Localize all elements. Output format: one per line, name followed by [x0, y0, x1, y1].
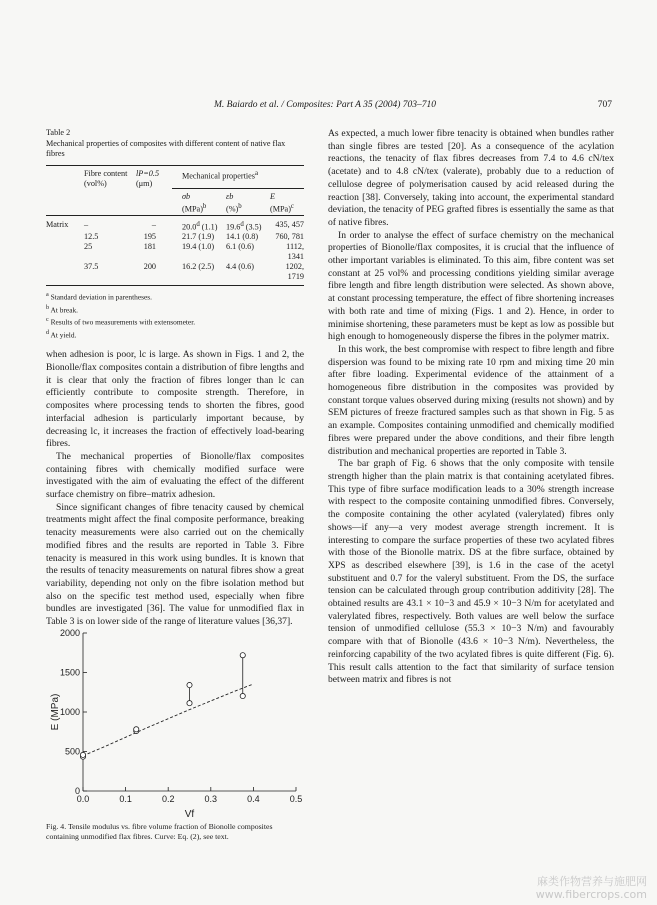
- cell-sigma-sd: (2.5): [198, 262, 215, 272]
- footnote: [46, 290, 304, 302]
- cell-E: 760, 781: [275, 232, 304, 242]
- data-point: [80, 752, 85, 757]
- cell-eps: 6.1: [226, 242, 237, 252]
- header-fibre-unit: (vol%): [84, 178, 107, 188]
- page-number: 707: [597, 100, 612, 110]
- watermark-line-2: www.fibercrops.com: [535, 888, 647, 901]
- paragraph: when adhesion is poor, lc is large. As shown in Figs. 1 and 2, the Bionolle/flax composites contain a distribution of fibre lengths and it is clear that only the fraction of fibres longer than lc can efficiently contribute to composite strength. Therefore, in composites where processing tends to shorten the fibres, good interfacial adhesion is particularly important because, by decreasing lc, it increases the fraction of effectively load-bearing fibres.: [46, 349, 304, 450]
- cell-eps-sup: d: [240, 220, 244, 228]
- x-tick-label: 0.5: [289, 794, 303, 804]
- running-title: M. Baiardo et al. / Composites: Part A 35 (2004) 703–710: [214, 100, 437, 110]
- table-row: [46, 220, 304, 233]
- row-name: [46, 232, 82, 242]
- table-row: [46, 232, 304, 242]
- cell-eps-sd: (3.5): [245, 222, 262, 232]
- figure-4-chart: [46, 625, 304, 825]
- chart-svg: [46, 625, 304, 825]
- cell-length: 181: [143, 242, 156, 252]
- cell-eps-sd: (0.8): [242, 232, 259, 242]
- row-name: [46, 242, 82, 262]
- footnote-mark: b: [46, 304, 50, 311]
- row-name: [46, 262, 82, 286]
- y-tick-label: 0: [74, 786, 80, 796]
- table-label: Table 2: [46, 128, 71, 137]
- header-eps-sup: b: [238, 203, 242, 210]
- header-fibre-content: Fibre content: [84, 168, 128, 178]
- table-row: [46, 242, 304, 262]
- cell-length: 200: [136, 262, 172, 286]
- paragraph: In this work, the best compromise with respect to fibre length and fibre dispersion was found to be mixing rate 10 rpm and mixing time 20 min after fibre loading. Experimental evidence of the attainment of a homogeneous fibre distribution in the composites was provided by constant torque values observed during mixing (results not shown) and by SEM pictures of freeze fractured samples such as that shown in Fig. 5 as an example. Composites containing unmodified and chemically modified fibres were prepared under the above conditions, and their fibre length distribution and mechanical properties are reported in Table 3.: [328, 343, 614, 457]
- table-footnotes: [46, 290, 304, 340]
- table-row: [46, 262, 304, 286]
- data-point: [240, 653, 245, 658]
- paragraph: In order to analyse the effect of surface chemistry on the mechanical properties of Bionolle/flax composites, it is crucial that the influence of other important variables is eliminated. To this aim, fibre content was set constant at 25 vol% and processing conditions yielding similar average fibre length and fibre length distribution were selected. As shown above, at constant processing temperature, the effect of fibre shortening increases with both rate and time of mixing (Figs. 1 and 2). Hence, in order to minimise shortening, these parameters must be kept as low as possible but high enough to homogeneously disperse the fibres in the polymer matrix.: [328, 229, 614, 343]
- footnote: [46, 328, 304, 340]
- footnote-mark: d: [46, 329, 50, 336]
- paragraph: The bar graph of Fig. 6 shows that the only composite with tensile strength higher than the plain matrix is that containing acetylated fibres. This type of fibre surface modification leads to a 30% strength increase with respect to the composite containing unmodified fibres. Conversely, the composite containing the other acylated (valerylated) fibres only shows—if any—a very modest average strength increment. It is interesting to compare the surface properties of these two acylated fibres with those of the Bionolle matrix. DS at the fibre surface, obtained by XPS as described elsewhere [39], is 1.6 in the case of the acetyl substituent and 0.7 for the valeryl substituent. From the DS, the surface tension can be calculated through group contribution additivity [28]. The obtained results are 43.1 × 10−3 and 45.9 × 10−3 N/m for acetylated and valerylated fibres, respectively. Both values are well below the surface tension of unmodified cellulose (55.3 × 10−3 N/m) and favourably compare with that of Bionolle (43.6 × 10−3 N/m). Nevertheless, the reinforcing capability of the two acylated fibres is quite different (Fig. 6). This result calls attention to the fact that similarity of surface tension between matrix and fibres is not: [328, 458, 614, 686]
- header-length-unit: (μm): [136, 178, 153, 188]
- paragraph: The mechanical properties of Bionolle/flax composites containing fibres with chemically modified surface were investigated with the aim of evaluating the effect of the different surface chemistry on fibre–matrix adhesion.: [46, 450, 304, 501]
- cell-sigma-sd: (1.1): [201, 222, 218, 232]
- x-tick-label: 0.2: [161, 794, 175, 804]
- header-eps: εb: [226, 192, 234, 201]
- y-tick-label: 1000: [59, 707, 80, 717]
- row-name: Matrix: [46, 219, 69, 229]
- footnote: [46, 303, 304, 315]
- cell-sigma-sd: (1.9): [198, 232, 215, 242]
- header-E-sup: c: [290, 203, 294, 210]
- cell-length: 195: [143, 232, 156, 242]
- cell-eps: 4.4: [226, 262, 237, 272]
- cell-eps-sd: (0.6): [238, 262, 254, 272]
- cell-sigma: 19.4: [182, 242, 197, 252]
- header-mechanical-sup: a: [254, 169, 259, 177]
- left-column: [46, 128, 304, 629]
- data-point: [187, 682, 192, 687]
- footnote-mark: a: [46, 292, 49, 299]
- footnote-mark: c: [46, 317, 49, 324]
- header-E-unit: (MPa): [270, 204, 291, 214]
- right-column: [328, 128, 614, 687]
- header-E: E: [270, 192, 276, 201]
- mechanical-properties-table: [46, 165, 304, 287]
- footnote-text: At yield.: [50, 330, 77, 340]
- figure-4-caption: Fig. 4. Tensile modulus vs. fibre volume fraction of Bionolle composites containing unmodified flax fibres. Curve: Eq. (2), see text.: [46, 822, 273, 841]
- y-axis-label: E (MPa): [50, 693, 61, 731]
- left-body-text: [46, 349, 304, 628]
- x-axis-label: Vf: [184, 809, 195, 820]
- header-sigma-sup: b: [202, 203, 207, 210]
- y-tick-label: 2000: [59, 628, 80, 638]
- data-point: [134, 727, 139, 732]
- paragraph: Since significant changes of fibre tenacity caused by chemical treatments might affect the final composite performance, breaking tenacity measurements were also carried out on the chemically modified fibres and the results are reported in Table 3. Fibre tenacity is measured in this work using bundles. It is known that the results of tenacity measurements on natural fibres show a great variability, depending not only on the fibre isolation method but also on the specific test method used, especially when fibre bundles are investigated [36]. The value for unmodified flax in Table 3 is on lower side of the range of literature values [36,37].: [46, 501, 304, 628]
- footnote: [46, 315, 304, 327]
- cell-fibre: –: [84, 219, 89, 229]
- model-curve: [83, 684, 253, 756]
- cell-sigma-sup: d: [196, 220, 200, 228]
- cell-fibre: 37.5: [82, 262, 136, 286]
- header-mechanical: Mechanical properties: [182, 171, 255, 181]
- cell-E: 1202, 1719: [270, 262, 304, 286]
- paragraph: As expected, a much lower fibre tenacity is obtained when bundles rather than single fibres are tested [20]. As a consequence of the acylation reactions, the tenacity of flax fibres decreases from 7.4 to 4.6 cN/tex (acetate) and to 4.8 cN/tex (valerate), probably due to a reduction of cellulose degree of polymerisation caused by acid released during the reaction [38]. Conversely, taking into account, the experimental standard deviation, the tenacity of PEG grafted fibres is essentially the same as that of native fibres.: [328, 128, 614, 228]
- y-tick-label: 500: [64, 746, 80, 757]
- cell-eps: 19.6: [226, 222, 241, 232]
- page-header: [46, 100, 612, 114]
- table-header-row: [46, 165, 304, 189]
- data-point: [187, 701, 192, 706]
- cell-sigma: 16.2: [182, 262, 197, 272]
- table-subheader-row: [46, 189, 304, 216]
- header-sigma: σb: [182, 192, 191, 201]
- header-eps-unit: (%): [226, 204, 239, 214]
- x-tick-label: 0.4: [247, 794, 260, 804]
- footnote-text: Results of two measurements with extensometer.: [50, 317, 196, 327]
- footnote-text: Standard deviation in parentheses.: [50, 292, 152, 302]
- table-caption-text: Mechanical properties of composites with different content of native flax fibres: [46, 138, 286, 158]
- x-tick-label: 0.1: [119, 794, 132, 804]
- y-tick-label: 1500: [59, 667, 80, 678]
- x-tick-label: 0.0: [76, 794, 90, 804]
- cell-fibre: 25: [84, 242, 93, 252]
- cell-sigma: 20.0: [182, 222, 197, 232]
- cell-sigma-sd: (1.0): [198, 242, 215, 252]
- site-watermark: [536, 875, 647, 901]
- cell-eps-sd: (0.6): [238, 242, 254, 252]
- cell-E: 1112, 1341: [286, 242, 304, 262]
- x-tick-label: 0.3: [204, 794, 218, 804]
- cell-fibre: 12.5: [84, 232, 99, 242]
- footnote-text: At break.: [50, 305, 79, 315]
- table-caption: [46, 128, 304, 160]
- cell-sigma: 21.7: [182, 232, 197, 242]
- header-length: lP=0.5: [136, 168, 160, 178]
- cell-eps: 14.1: [226, 232, 241, 242]
- header-sigma-unit: (MPa): [182, 204, 203, 214]
- cell-length: –: [151, 219, 156, 229]
- watermark-line-1: 麻类作物营养与施肥网: [537, 875, 647, 888]
- right-body-text: [328, 128, 614, 687]
- data-point: [240, 693, 245, 698]
- cell-E: 435, 457: [275, 219, 304, 229]
